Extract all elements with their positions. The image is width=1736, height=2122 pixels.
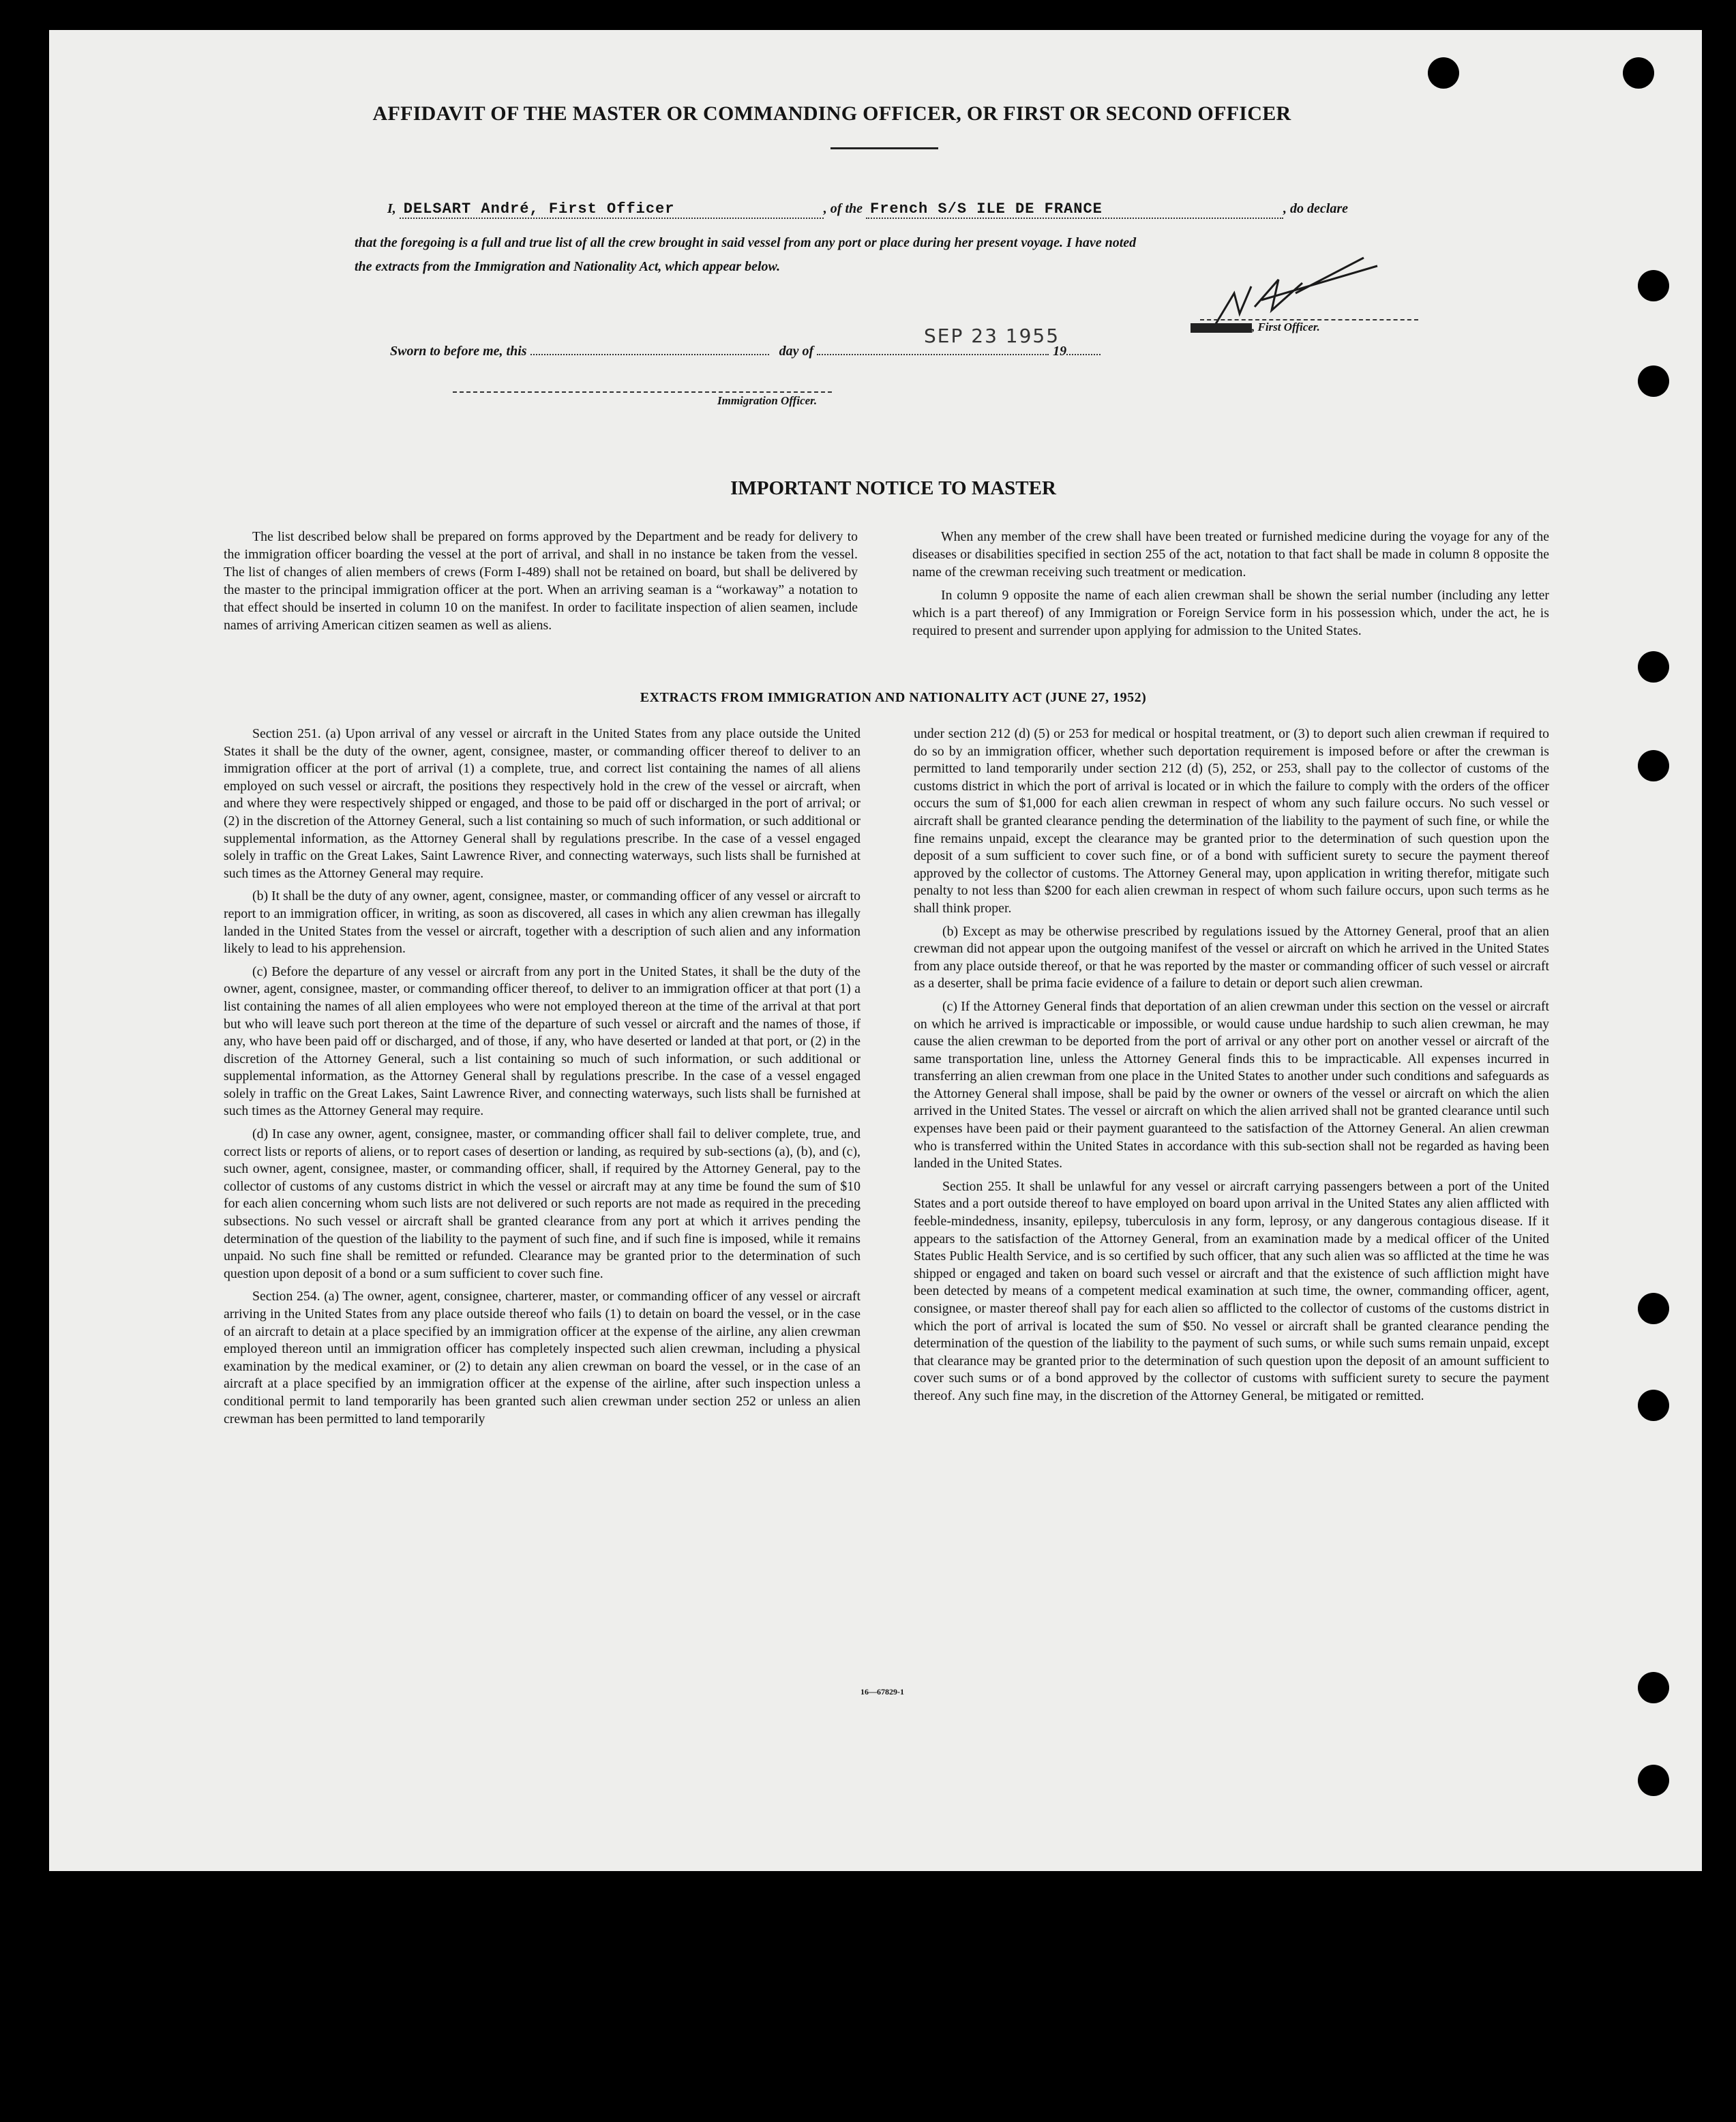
punch-hole [1638, 1765, 1669, 1796]
notice-heading: IMPORTANT NOTICE TO MASTER [730, 477, 1056, 499]
immigration-officer-line [453, 391, 832, 393]
declaration-text-3: the extracts from the Immigration and Nationality Act, which appear below. [355, 259, 781, 274]
punch-hole [1623, 57, 1654, 89]
extracts-left-column [224, 726, 860, 1433]
section-254c: (c) If the Attorney General finds that deportation of an alien crewman under this section on the vessel or aircraft on which he arrived is impracticable or impossible, or would cause undue hardship to such alien crewman, he may cause the alien crewman to be deported from the port of arrival or any other port on another vessel or aircraft of the same transportation line, unless the Attorney General finds this to be impracticable. All expenses incurred in transferring an alien crewman from one place in the United States to another under such conditions and safeguards as the Attorney General shall impose, shall be paid by the owner or owners of the vessel or aircraft on which the alien arrived in the United States. The vessel or aircraft on which the alien arrived shall not be granted clearance until such expenses have been paid or their payment guaranteed to the satisfaction of the Attorney General. An alien crewman who is transferred within the United States in accordance with this sub-section shall not be regarded as having been landed in the United States. [914, 998, 1549, 1171]
immigration-officer-label: Immigration Officer. [717, 394, 818, 407]
punch-hole [1638, 1672, 1669, 1703]
declarant-field: DELSART André, First Officer [400, 200, 824, 219]
section-251d: (d) In case any owner, agent, consignee, master, or commanding officer shall fail to deliver complete, true, and correct lists or reports of aliens, or to report cases of desertion or landing, as required by sub-sections (a), (b), and (c), such owner, agent, consignee, master, or commanding officer, shall, if required by the Attorney General, pay to the collector of customs of any customs district in which the vessel or aircraft may at any time be found the sum of $10 for each alien concerning whom such lists are not delivered or such reports are not made as required in the preceding subsections. No such vessel or aircraft shall be granted clearance from any port at which it arrives pending the determination of the question of the liability to the payment of such fine, and if such fine is imposed, while it remains unpaid. No such fine shall be remitted or refunded. Clearance may be granted prior to the determination of such question upon deposit of a bond or a sum sufficient to cover such fine. [224, 1126, 860, 1281]
section-255: Section 255. It shall be unlawful for any vessel or aircraft carrying passengers between a port of the United States and a port outside thereof to have employed on board upon arrival in the United States any alien afflicted with feeble-mindedness, insanity, epilepsy, tuberculosis in any form, leprosy, or any dangerous contagious disease. If it appears to the satisfaction of the Attorney General, from an examination made by a medical officer of the United States Public Health Service, and is so certified by such officer, that any such alien was so afflicted at the time he was shipped or engaged and taken on board such vessel or aircraft and that the existence of such affliction might have been detected by means of a competent medical examination at such time, the owner, commanding officer, agent, consignee, or master thereof shall pay for each alien so afflicted to the collector of customs of the customs district in which the port of arrival is located the sum of $50. No vessel or aircraft shall be granted clearance pending the determination of the question of the liability to the payment of such sums, or while such sums remain unpaid, except that clearance may be granted prior to the determination of such question upon the deposit of an amount sufficient to cover such sums or of a bond approved by the collector of customs with sufficient surety to secure the payment thereof. Any such fine may, in the discretion of the Attorney General, be mitigated or remitted. [914, 1178, 1549, 1403]
declaration-line [387, 200, 1348, 219]
section-254a: Section 254. (a) The owner, agent, consignee, charterer, master, or commanding officer of any vessel or aircraft arriving in the United States from any place outside thereof who fails (1) to detain on board the vessel, or in the case of an aircraft to detain at a place specified by an immigration officer at the expense of the airline, any alien crewman employed thereon until an immigration officer has completely inspected such alien crewman, including a physical examination by the medical examiner, or (2) to detain any alien crewman on board the vessel, or in the case of an aircraft at a place specified by an immigration officer at the expense of the airline, after such inspection unless a conditional permit to land temporarily has been granted such alien crewman under section 252 or unless an alien crewman has been permitted to land temporarily [224, 1289, 860, 1426]
punch-hole [1638, 270, 1669, 301]
declaration-prefix: I, [387, 201, 396, 216]
section-251c: (c) Before the departure of any vessel or aircraft from any port in the United States, it shall be the duty of the owner, agent, consignee, master, or commanding officer thereof, to deliver to an immigration officer at that port (1) a list containing the names of all alien employees who were not employed thereon at the time of the arrival at that port but who will leave such port thereon at the time of the departure of such vessel or aircraft and the names of those, if any, who have been paid off or discharged, and of those, if any, who have deserted or landed at that port, or (2) in the discretion of the Attorney General, such a list containing so much of such information, or such additional or supplemental information, as the Attorney General shall by regulations prescribe. In the case of a vessel engaged solely in traffic on the Great Lakes, Saint Lawrence River, and connecting waterways, such lists shall be furnished at such times as the Attorney General may require. [224, 963, 860, 1119]
notice-right-text-1: When any member of the crew shall have been treated or furnished medicine during the voyage for any of the diseases or disabilities specified in section 255 of the act, notation to that fact shall be made in column 8 opposite the name of the crewman receiving such treatment or medication. [912, 529, 1549, 580]
section-254a-continued: under section 212 (d) (5) or 253 for medical or hospital treatment, or (3) to deport such alien crewman if required to do so by an immigration officer, whether such deportation requirement is imposed before or after the crewman is permitted to land temporarily under section 212 (d) (5), 252, or 253, shall pay to the collector of customs of the customs district in which the port of arrival is located or in which the failure to comply with the orders of the officer occurs the sum of $1,000 for each alien crewman in respect of whom any such failure occurs. No such vessel or aircraft shall be granted clearance pending the determination of the liability to the payment of such fine, or while the fine remains unpaid, except the clearance may be granted prior to the determination of such question upon the deposit of a sum sufficient to cover such fine, or of a bond with sufficient surety to secure the payment thereof approved by the collector of customs. The Attorney General may, upon application in writing therefor, mitigate such penalty to not less than $200 for each alien crewman in respect of whom such failure occurs, upon such terms as he shall think proper. [914, 726, 1549, 916]
notice-right-text-2: In column 9 opposite the name of each alien crewman shall be shown the serial number (including any letter which is a part thereof) of any Immigration or Foreign Service form in his possession which, under the act, he is required to present and surrender upon applying for admission to the United States. [912, 588, 1549, 638]
officer-title: , First Officer. [1252, 320, 1320, 333]
vessel-field: French S/S ILE DE FRANCE [866, 200, 1283, 219]
officer-title-line [1191, 320, 1320, 334]
date-stamp: SEP 23 1955 [924, 325, 1060, 347]
affidavit-title: AFFIDAVIT OF THE MASTER OR COMMANDING OFFICER, OR FIRST OR SECOND OFFICER [372, 102, 1291, 125]
punch-hole [1638, 750, 1669, 781]
notice-left-text: The list described below shall be prepared on forms approved by the Department and be ready for delivery to the immigration officer boarding the vessel at the port of arrival, and shall in no instance be taken from the vessel. The list of changes of alien members of crews (Form I-489) shall not be retained on board, but shall be delivered by the master to the principal immigration officer at the port. When an arriving seaman is a “workaway” a notation to that effect should be inserted in column 10 on the manifest. In order to facilitate inspection of alien seamen, include names of arriving American citizen seamen as well as aliens. [224, 529, 858, 633]
punch-hole [1638, 365, 1669, 397]
extracts-heading: EXTRACTS FROM IMMIGRATION AND NATIONALITY ACT (JUNE 27, 1952) [640, 690, 1147, 705]
section-251b: (b) It shall be the duty of any owner, agent, consignee, master, or commanding officer of any vessel or aircraft to report to an immigration officer, in writing, as soon as discovered, all cases in which any alien crewman has illegally landed in the United States from the vessel or aircraft, together with a description of such alien and any information likely to lead to his apprehension. [224, 888, 860, 957]
year-prefix: 19 [1053, 344, 1067, 359]
notice-left-column [224, 528, 858, 640]
declaration-text-2: that the foregoing is a full and true list of all the crew brought in said vessel from any port or place during her present voyage. I have noted [355, 235, 1137, 250]
punch-hole [1638, 1390, 1669, 1421]
day-of-label: day of [779, 344, 814, 359]
do-declare-label: , do declare [1283, 201, 1348, 216]
of-the-label: , of the [823, 201, 863, 216]
sworn-prefix: Sworn to before me, this [390, 344, 527, 359]
punch-hole [1638, 1293, 1669, 1324]
extracts-right-column [914, 726, 1549, 1411]
section-254b: (b) Except as may be otherwise prescribed by regulations issued by the Attorney General, proof that an alien crewman did not appear upon the outgoing manifest of the vessel or aircraft on which he arrived in the United States from any place outside thereof, or that he was reported by the master or commanding officer of such vessel or aircraft as a deserter, shall be prima facie evidence of a failure to detain or deport such alien crewman. [914, 923, 1549, 991]
title-rule [830, 147, 938, 149]
punch-hole [1638, 651, 1669, 683]
section-251a: Section 251. (a) Upon arrival of any vessel or aircraft in the United States from any place outside the United States it shall be the duty of the owner, agent, consignee, master, or commanding officer thereof to deliver to an immigration officer at the port of arrival (1) a complete, true, and correct list containing the names of all aliens employed on such vessel or aircraft, the positions they respectively hold in the crew of the vessel or aircraft, when and where they were respectively shipped or engaged, and those to be paid off or discharged in the port of arrival; or (2) in the discretion of the Attorney General, such a list containing so much of such information, or such additional or supplemental information, as the Attorney General shall by regulations prescribe. In the case of a vessel engaged solely in traffic on the Great Lakes, Saint Lawrence River, and connecting waterways, such lists shall be furnished at such times as the Attorney General may require. [224, 726, 860, 881]
form-number: 16—67829-1 [860, 1687, 904, 1697]
notice-right-column [912, 528, 1549, 645]
punch-hole [1428, 57, 1459, 89]
